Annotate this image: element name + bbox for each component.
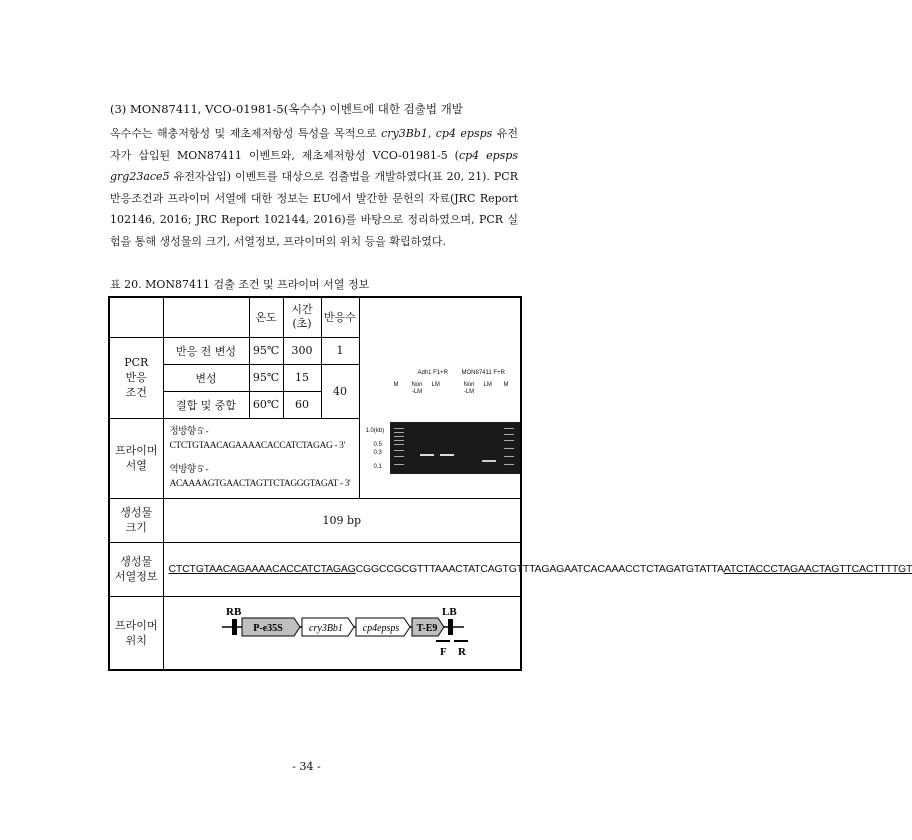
- ladder-label-4: 0.1: [373, 464, 382, 470]
- primer-sequences: [163, 418, 359, 498]
- reverse-label: 역방향 5' -: [169, 465, 209, 475]
- cry3bb1-label: cry3Bb1: [308, 622, 343, 634]
- position-label: 프라이머 위치: [114, 618, 158, 647]
- ladder-label-1: 1.0(kb): [365, 428, 385, 434]
- t-e9-label: T-E9: [416, 622, 437, 634]
- header-temp: 온도: [249, 297, 283, 337]
- p-e35s-label: P-e35S: [252, 622, 283, 634]
- reverse-primer-label: R: [457, 645, 466, 658]
- paragraph-run: cp4 epsps grg23ace5: [110, 148, 518, 183]
- forward-sequence: CTCTGTAACAGAAAACACCATCTAGAG - 3': [169, 441, 345, 451]
- rb-label: RB: [225, 605, 241, 618]
- gel-group-label-1: Adh1 F1+R: [417, 370, 449, 376]
- header-empty: [109, 297, 163, 337]
- gel-lane-label: Non -LM: [463, 382, 475, 395]
- construct-diagram: [164, 597, 518, 669]
- step-temp-1: 95℃: [249, 337, 283, 364]
- rb-border-mark: [232, 619, 237, 635]
- step-cycles-2: 40: [321, 364, 359, 418]
- primer-binding-region: ATCTACCCTAGAACTAGTTCACTTTTGT: [723, 562, 912, 575]
- step-name-1: 반응 전 변성: [163, 337, 249, 364]
- lb-border-mark: [448, 619, 453, 635]
- product-label-cell: [109, 498, 163, 542]
- step-cycles-1: 1: [321, 337, 359, 364]
- gel-lane-label: LM: [431, 382, 440, 388]
- product-sequence-text: [169, 563, 912, 575]
- product-label: 생성물 크기: [120, 506, 153, 534]
- step-time-3: 60: [283, 391, 321, 418]
- paragraph-run: 유전자삽입) 이벤트를 대상으로 검출법을 개발하였다(표 20, 21). PCR 반응조건과 프라이머 서열에 대한 정보는 EU에서 발간한 문헌의 자료(JRC Report 102146, 2016; JRC Report 102144, 2016)를 바탕으로 정리하였으며, PCR 실험을 통해 생성물의 크기, 서열정보, 프라이머의 위치 등을 확립하였다.: [110, 170, 518, 248]
- step-name-3: 결합 및 중합: [163, 391, 249, 418]
- primer-position-cell: [163, 596, 521, 670]
- cp4epsps-label: cp4epsps: [362, 622, 399, 634]
- paragraph-run: 유전자가 삽입된 MON87411 이벤트와, 제초제저항성 VCO-01981-5 (: [110, 127, 518, 162]
- primer-binding-region: CTCTGTAACAGAAAACACCATCTAGAG: [168, 562, 356, 575]
- gel-group-label-2: MON87411 F+R: [461, 370, 505, 376]
- forward-primer-label: F: [439, 645, 447, 658]
- pcr-label: PCR 반응 조건: [124, 356, 149, 399]
- header-cycles: 반응수: [321, 297, 359, 337]
- ladder-label-2: 0.5: [373, 442, 382, 448]
- section-title: (3) MON87411, VCO-01981-5(옥수수) 이벤트에 대한 검출법 개발: [110, 102, 463, 116]
- gel-lane-label: Non -LM: [411, 382, 423, 395]
- forward-label: 정방향 5' -: [169, 427, 209, 437]
- header-time-text: 시간 (초): [291, 303, 313, 331]
- page-number: - 34 -: [292, 760, 321, 773]
- header-empty-2: [163, 297, 249, 337]
- product-sequence: [163, 542, 912, 596]
- primer-label: 프라이머 서열: [114, 444, 158, 472]
- ladder-label-3: 0.3: [373, 450, 382, 456]
- step-time-2: 15: [283, 364, 321, 391]
- step-time-1: 300: [283, 337, 321, 364]
- header-time: [283, 297, 321, 337]
- product-size: 109 bp: [163, 498, 521, 542]
- pcr-label-cell: [109, 337, 163, 418]
- gel-image: [390, 422, 520, 474]
- seq-label-cell: [109, 542, 163, 596]
- gel-lane-label: M: [393, 382, 399, 388]
- amplicon-region: CGGCCGCGTTTAAACTATCAGTGTTTAGAGAATCACAAACCTCTAGATGTATTA: [355, 562, 724, 575]
- reverse-sequence: ACAAAAGTGAACTAGTTCTAGGGTAGAT - 3': [169, 479, 351, 489]
- section-paragraph: [110, 123, 518, 252]
- paragraph-run: 옥수수는 해충저항성 및 제초제저항성 특성을 목적으로: [110, 127, 382, 140]
- step-temp-2: 95℃: [249, 364, 283, 391]
- paragraph-run: cry3Bb1, cp4 epsps: [381, 127, 493, 140]
- seq-label: 생성물 서열정보: [114, 555, 158, 583]
- primer-label-cell: [109, 418, 163, 498]
- gel-image-cell: [359, 297, 521, 498]
- pcr-table: [108, 296, 912, 671]
- table-caption: 표 20. MON87411 검출 조건 및 프라이머 서열 정보: [110, 278, 370, 291]
- paragraph-text: [110, 127, 518, 248]
- lb-label: LB: [441, 605, 457, 618]
- step-name-2: 변성: [163, 364, 249, 391]
- step-temp-3: 60℃: [249, 391, 283, 418]
- position-label-cell: [109, 596, 163, 670]
- gel-lane-label: LM: [483, 382, 492, 388]
- gel-lane-label: M: [503, 382, 509, 388]
